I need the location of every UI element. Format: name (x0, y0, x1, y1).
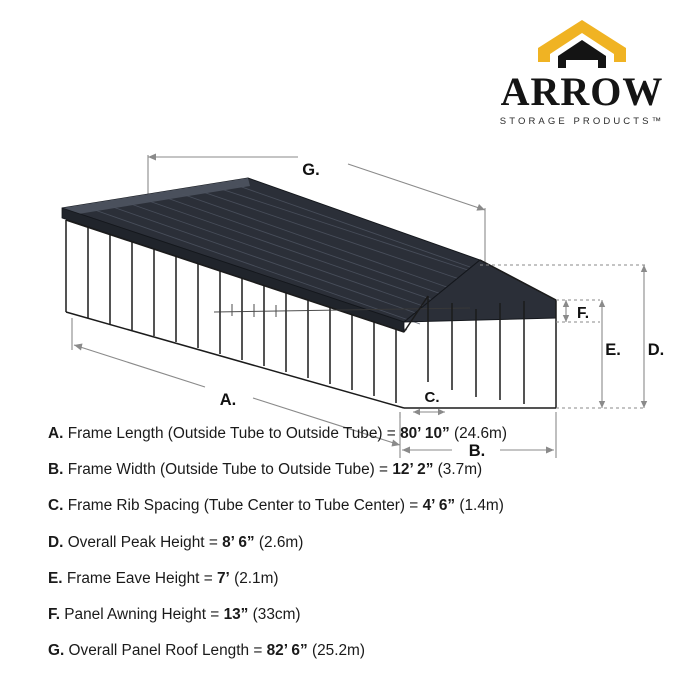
spec-metric-f: (33cm) (248, 606, 301, 624)
dimension-line-c (413, 409, 445, 416)
label-f: F. (576, 305, 590, 322)
spec-value-e: 7’ (216, 569, 230, 587)
brand-name: ARROW (500, 69, 664, 114)
spec-metric-b: (3.7m) (433, 461, 483, 479)
spec-label-d: Overall Peak Height = (67, 533, 223, 551)
spec-label-a: Frame Length (Outside Tube to Outside Tube) = (67, 425, 401, 442)
spec-label-c: Frame Rib Spacing (Tube Center to Tube Center) = (67, 497, 423, 515)
spec-key-g: G. (48, 642, 65, 660)
spec-value-a: 80’ 10” (400, 425, 450, 442)
brand-tagline: STORAGE PRODUCTS™ (499, 116, 665, 127)
spec-key-f: F. (48, 606, 60, 624)
spec-value-f: 13” (223, 606, 249, 624)
spec-value-g: 82’ 6” (266, 642, 308, 660)
spec-row-a (48, 424, 668, 444)
spec-key-b: B. (48, 461, 64, 479)
label-b: B. (468, 442, 486, 460)
spec-metric-e: (2.1m) (229, 569, 279, 587)
label-d: D. (647, 341, 665, 359)
spec-metric-d: (2.6m) (254, 533, 304, 551)
spec-key-d: D. (48, 533, 64, 551)
spec-key-a: A. (48, 425, 64, 442)
spec-row-g (48, 641, 668, 661)
spec-key-c: C. (48, 497, 64, 515)
spec-metric-g: (25.2m) (307, 642, 365, 660)
spec-row-d (48, 533, 668, 553)
label-g: G. (302, 161, 320, 179)
spec-label-e: Frame Eave Height = (66, 569, 217, 587)
dimension-line-e (556, 300, 646, 408)
spec-row-b (48, 460, 668, 480)
spec-metric-a: (24.6m) (449, 425, 508, 442)
spec-row-e (48, 569, 668, 589)
spec-value-b: 12’ 2” (392, 461, 434, 479)
spec-row-f (48, 605, 668, 625)
spec-label-b: Frame Width (Outside Tube to Outside Tube) = (67, 461, 393, 479)
label-e: E. (605, 341, 621, 359)
spec-label-g: Overall Panel Roof Length = (68, 642, 267, 660)
spec-value-d: 8’ 6” (222, 533, 255, 551)
spec-metric-c: (1.4m) (455, 497, 504, 515)
label-c: C. (424, 389, 440, 406)
label-a: A. (219, 391, 237, 409)
roof-panel (62, 178, 556, 332)
spec-row-c (48, 496, 668, 516)
specification-list (48, 424, 668, 678)
spec-label-f: Panel Awning Height = (64, 606, 224, 624)
spec-key-e: E. (48, 569, 63, 587)
spec-value-c: 4’ 6” (422, 497, 456, 515)
